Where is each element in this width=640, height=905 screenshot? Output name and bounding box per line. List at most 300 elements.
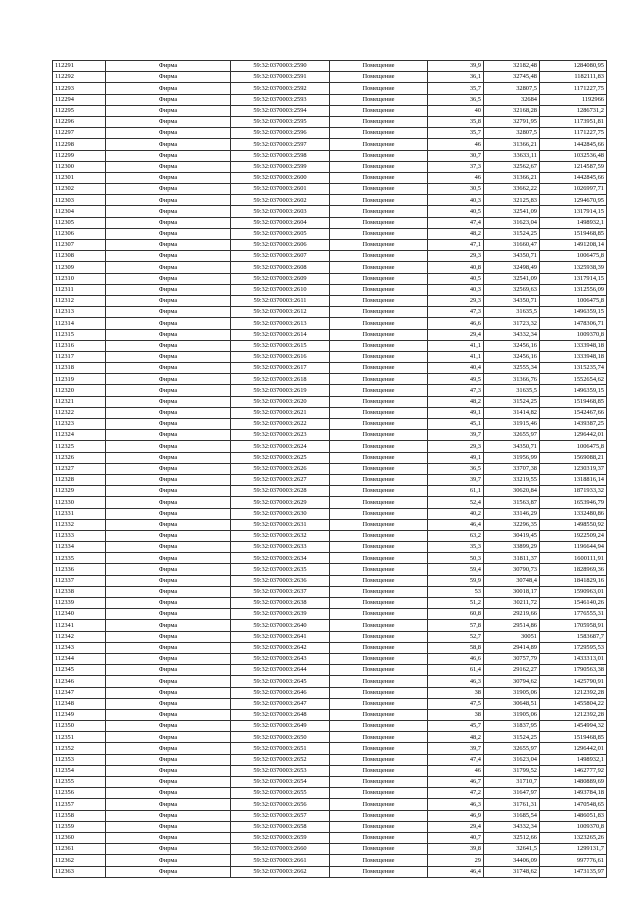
- record-number-cell: 112314: [53, 318, 106, 329]
- unit-price-cell: 33146,29: [484, 508, 540, 519]
- total-value-cell: 1871933,32: [540, 486, 607, 497]
- area-cell: 40,2: [428, 508, 484, 519]
- owner-cell: Фирма: [106, 788, 231, 799]
- record-number-cell: 112328: [53, 474, 106, 485]
- object-type-cell: Помещение: [330, 530, 428, 541]
- area-cell: 52,4: [428, 497, 484, 508]
- area-cell: 46,6: [428, 318, 484, 329]
- object-type-cell: Помещение: [330, 351, 428, 362]
- area-cell: 49,5: [428, 374, 484, 385]
- unit-price-cell: 32807,5: [484, 128, 540, 139]
- total-value-cell: 1296442,01: [540, 743, 607, 754]
- cadastral-number-cell: 59:32:0370003:2641: [231, 631, 330, 642]
- table-row: [53, 184, 607, 195]
- total-value-cell: 1455804,22: [540, 698, 607, 709]
- owner-cell: Фирма: [106, 553, 231, 564]
- total-value-cell: 1212392,28: [540, 687, 607, 698]
- record-number-cell: 112322: [53, 407, 106, 418]
- owner-cell: Фирма: [106, 665, 231, 676]
- owner-cell: Фирма: [106, 631, 231, 642]
- table-row: [53, 116, 607, 127]
- record-number-cell: 112349: [53, 709, 106, 720]
- total-value-cell: 1462777,92: [540, 765, 607, 776]
- cadastral-number-cell: 59:32:0370003:2650: [231, 732, 330, 743]
- record-number-cell: 112345: [53, 665, 106, 676]
- cadastral-number-cell: 59:32:0370003:2603: [231, 206, 330, 217]
- area-cell: 35,3: [428, 542, 484, 553]
- unit-price-cell: 32168,28: [484, 105, 540, 116]
- unit-price-cell: 31761,31: [484, 799, 540, 810]
- total-value-cell: 1315235,74: [540, 363, 607, 374]
- object-type-cell: Помещение: [330, 195, 428, 206]
- cadastral-number-cell: 59:32:0370003:2627: [231, 474, 330, 485]
- table-row: [53, 519, 607, 530]
- total-value-cell: 1332480,86: [540, 508, 607, 519]
- object-type-cell: Помещение: [330, 620, 428, 631]
- unit-price-cell: 30419,45: [484, 530, 540, 541]
- unit-price-cell: 33899,29: [484, 542, 540, 553]
- object-type-cell: Помещение: [330, 318, 428, 329]
- cadastral-number-cell: 59:32:0370003:2598: [231, 150, 330, 161]
- owner-cell: Фирма: [106, 430, 231, 441]
- owner-cell: Фирма: [106, 687, 231, 698]
- object-type-cell: Помещение: [330, 709, 428, 720]
- cadastral-number-cell: 59:32:0370003:2639: [231, 609, 330, 620]
- cadastral-number-cell: 59:32:0370003:2600: [231, 172, 330, 183]
- object-type-cell: Помещение: [330, 139, 428, 150]
- table-row: [53, 709, 607, 720]
- object-type-cell: Помещение: [330, 72, 428, 83]
- cadastral-number-cell: 59:32:0370003:2618: [231, 374, 330, 385]
- area-cell: 47,5: [428, 698, 484, 709]
- cadastral-number-cell: 59:32:0370003:2636: [231, 575, 330, 586]
- cadastral-number-cell: 59:32:0370003:2654: [231, 777, 330, 788]
- record-number-cell: 112324: [53, 430, 106, 441]
- owner-cell: Фирма: [106, 866, 231, 877]
- unit-price-cell: 31635,5: [484, 385, 540, 396]
- owner-cell: Фирма: [106, 486, 231, 497]
- area-cell: 52,7: [428, 631, 484, 642]
- table-row: [53, 754, 607, 765]
- unit-price-cell: 31660,47: [484, 240, 540, 251]
- area-cell: 60,8: [428, 609, 484, 620]
- cadastral-number-cell: 59:32:0370003:2624: [231, 441, 330, 452]
- total-value-cell: 1705958,91: [540, 620, 607, 631]
- record-number-cell: 112359: [53, 821, 106, 832]
- record-number-cell: 112295: [53, 105, 106, 116]
- area-cell: 46,3: [428, 799, 484, 810]
- cadastral-number-cell: 59:32:0370003:2616: [231, 351, 330, 362]
- object-type-cell: Помещение: [330, 586, 428, 597]
- table-row: [53, 810, 607, 821]
- record-number-cell: 112352: [53, 743, 106, 754]
- table-row: [53, 508, 607, 519]
- object-type-cell: Помещение: [330, 419, 428, 430]
- unit-price-cell: 32456,16: [484, 340, 540, 351]
- table-row: [53, 452, 607, 463]
- cadastral-number-cell: 59:32:0370003:2632: [231, 530, 330, 541]
- total-value-cell: 1171227,75: [540, 128, 607, 139]
- total-value-cell: 1032536,48: [540, 150, 607, 161]
- unit-price-cell: 30794,62: [484, 676, 540, 687]
- table-row: [53, 598, 607, 609]
- object-type-cell: Помещение: [330, 698, 428, 709]
- cadastral-number-cell: 59:32:0370003:2661: [231, 855, 330, 866]
- total-value-cell: 1519468,85: [540, 396, 607, 407]
- cadastral-number-cell: 59:32:0370003:2647: [231, 698, 330, 709]
- owner-cell: Фирма: [106, 172, 231, 183]
- object-type-cell: Помещение: [330, 295, 428, 306]
- table-row: [53, 329, 607, 340]
- unit-price-cell: 32655,97: [484, 743, 540, 754]
- total-value-cell: 1425790,91: [540, 676, 607, 687]
- object-type-cell: Помещение: [330, 61, 428, 72]
- area-cell: 36,5: [428, 463, 484, 474]
- owner-cell: Фирма: [106, 184, 231, 195]
- object-type-cell: Помещение: [330, 631, 428, 642]
- object-type-cell: Помещение: [330, 116, 428, 127]
- unit-price-cell: 31635,5: [484, 307, 540, 318]
- table-row: [53, 721, 607, 732]
- table-row: [53, 474, 607, 485]
- table-row: [53, 676, 607, 687]
- area-cell: 45,1: [428, 419, 484, 430]
- owner-cell: Фирма: [106, 419, 231, 430]
- cadastral-number-cell: 59:32:0370003:2631: [231, 519, 330, 530]
- object-type-cell: Помещение: [330, 676, 428, 687]
- table-row: [53, 295, 607, 306]
- unit-price-cell: 30211,72: [484, 598, 540, 609]
- total-value-cell: 1296442,01: [540, 430, 607, 441]
- owner-cell: Фирма: [106, 228, 231, 239]
- owner-cell: Фирма: [106, 709, 231, 720]
- cadastral-number-cell: 59:32:0370003:2662: [231, 866, 330, 877]
- property-table-body: [53, 61, 607, 878]
- table-row: [53, 564, 607, 575]
- owner-cell: Фирма: [106, 307, 231, 318]
- owner-cell: Фирма: [106, 586, 231, 597]
- cadastral-number-cell: 59:32:0370003:2658: [231, 821, 330, 832]
- unit-price-cell: 31811,37: [484, 553, 540, 564]
- area-cell: 47,2: [428, 788, 484, 799]
- object-type-cell: Помещение: [330, 329, 428, 340]
- record-number-cell: 112350: [53, 721, 106, 732]
- total-value-cell: 1294670,95: [540, 195, 607, 206]
- unit-price-cell: 29219,66: [484, 609, 540, 620]
- area-cell: 53: [428, 586, 484, 597]
- unit-price-cell: 31956,99: [484, 452, 540, 463]
- table-row: [53, 430, 607, 441]
- owner-cell: Фирма: [106, 295, 231, 306]
- area-cell: 48,2: [428, 732, 484, 743]
- table-row: [53, 497, 607, 508]
- owner-cell: Фирма: [106, 575, 231, 586]
- unit-price-cell: 32684: [484, 94, 540, 105]
- object-type-cell: Помещение: [330, 508, 428, 519]
- unit-price-cell: 31647,97: [484, 788, 540, 799]
- owner-cell: Фирма: [106, 273, 231, 284]
- total-value-cell: 1473135,97: [540, 866, 607, 877]
- owner-cell: Фирма: [106, 777, 231, 788]
- unit-price-cell: 32807,5: [484, 83, 540, 94]
- object-type-cell: Помещение: [330, 307, 428, 318]
- object-type-cell: Помещение: [330, 262, 428, 273]
- cadastral-number-cell: 59:32:0370003:2623: [231, 430, 330, 441]
- total-value-cell: 1026997,71: [540, 184, 607, 195]
- total-value-cell: 1442845,66: [540, 139, 607, 150]
- area-cell: 46: [428, 765, 484, 776]
- area-cell: 35,7: [428, 128, 484, 139]
- object-type-cell: Помещение: [330, 866, 428, 877]
- cadastral-number-cell: 59:32:0370003:2655: [231, 788, 330, 799]
- area-cell: 40,5: [428, 273, 484, 284]
- record-number-cell: 112355: [53, 777, 106, 788]
- record-number-cell: 112293: [53, 83, 106, 94]
- area-cell: 39,7: [428, 743, 484, 754]
- owner-cell: Фирма: [106, 385, 231, 396]
- area-cell: 40: [428, 105, 484, 116]
- owner-cell: Фирма: [106, 463, 231, 474]
- total-value-cell: 1552654,62: [540, 374, 607, 385]
- cadastral-number-cell: 59:32:0370003:2645: [231, 676, 330, 687]
- record-number-cell: 112335: [53, 553, 106, 564]
- table-row: [53, 251, 607, 262]
- area-cell: 39,7: [428, 430, 484, 441]
- area-cell: 41,1: [428, 351, 484, 362]
- area-cell: 29,3: [428, 251, 484, 262]
- owner-cell: Фирма: [106, 217, 231, 228]
- owner-cell: Фирма: [106, 139, 231, 150]
- table-row: [53, 396, 607, 407]
- object-type-cell: Помещение: [330, 161, 428, 172]
- table-row: [53, 206, 607, 217]
- record-number-cell: 112331: [53, 508, 106, 519]
- table-row: [53, 385, 607, 396]
- area-cell: 61,4: [428, 665, 484, 676]
- area-cell: 40,8: [428, 262, 484, 273]
- object-type-cell: Помещение: [330, 810, 428, 821]
- object-type-cell: Помещение: [330, 150, 428, 161]
- unit-price-cell: 34332,34: [484, 821, 540, 832]
- unit-price-cell: 31837,95: [484, 721, 540, 732]
- area-cell: 39,8: [428, 844, 484, 855]
- cadastral-number-cell: 59:32:0370003:2605: [231, 228, 330, 239]
- owner-cell: Фирма: [106, 262, 231, 273]
- record-number-cell: 112362: [53, 855, 106, 866]
- unit-price-cell: 32182,48: [484, 61, 540, 72]
- record-number-cell: 112329: [53, 486, 106, 497]
- cadastral-number-cell: 59:32:0370003:2599: [231, 161, 330, 172]
- record-number-cell: 112316: [53, 340, 106, 351]
- total-value-cell: 1317914,15: [540, 206, 607, 217]
- cadastral-number-cell: 59:32:0370003:2590: [231, 61, 330, 72]
- table-row: [53, 318, 607, 329]
- cadastral-number-cell: 59:32:0370003:2659: [231, 832, 330, 843]
- record-number-cell: 112332: [53, 519, 106, 530]
- record-number-cell: 112363: [53, 866, 106, 877]
- object-type-cell: Помещение: [330, 486, 428, 497]
- unit-price-cell: 32555,34: [484, 363, 540, 374]
- owner-cell: Фирма: [106, 161, 231, 172]
- unit-price-cell: 31799,52: [484, 765, 540, 776]
- object-type-cell: Помещение: [330, 240, 428, 251]
- table-row: [53, 642, 607, 653]
- total-value-cell: 1583687,7: [540, 631, 607, 642]
- unit-price-cell: 29162,27: [484, 665, 540, 676]
- table-row: [53, 195, 607, 206]
- unit-price-cell: 32296,35: [484, 519, 540, 530]
- area-cell: 63,2: [428, 530, 484, 541]
- object-type-cell: Помещение: [330, 273, 428, 284]
- area-cell: 46,3: [428, 676, 484, 687]
- unit-price-cell: 32456,16: [484, 351, 540, 362]
- cadastral-number-cell: 59:32:0370003:2640: [231, 620, 330, 631]
- record-number-cell: 112338: [53, 586, 106, 597]
- record-number-cell: 112360: [53, 832, 106, 843]
- total-value-cell: 1478306,71: [540, 318, 607, 329]
- cadastral-number-cell: 59:32:0370003:2601: [231, 184, 330, 195]
- cadastral-number-cell: 59:32:0370003:2592: [231, 83, 330, 94]
- object-type-cell: Помещение: [330, 228, 428, 239]
- cadastral-number-cell: 59:32:0370003:2606: [231, 240, 330, 251]
- record-number-cell: 112321: [53, 396, 106, 407]
- record-number-cell: 112307: [53, 240, 106, 251]
- table-row: [53, 821, 607, 832]
- cadastral-number-cell: 59:32:0370003:2633: [231, 542, 330, 553]
- table-row: [53, 161, 607, 172]
- owner-cell: Фирма: [106, 620, 231, 631]
- object-type-cell: Помещение: [330, 598, 428, 609]
- record-number-cell: 112306: [53, 228, 106, 239]
- object-type-cell: Помещение: [330, 799, 428, 810]
- total-value-cell: 1009370,8: [540, 329, 607, 340]
- area-cell: 59,4: [428, 564, 484, 575]
- table-row: [53, 732, 607, 743]
- object-type-cell: Помещение: [330, 732, 428, 743]
- owner-cell: Фирма: [106, 474, 231, 485]
- unit-price-cell: 29514,86: [484, 620, 540, 631]
- record-number-cell: 112337: [53, 575, 106, 586]
- table-row: [53, 765, 607, 776]
- record-number-cell: 112310: [53, 273, 106, 284]
- area-cell: 57,8: [428, 620, 484, 631]
- total-value-cell: 1776555,31: [540, 609, 607, 620]
- owner-cell: Фирма: [106, 195, 231, 206]
- object-type-cell: Помещение: [330, 172, 428, 183]
- record-number-cell: 112312: [53, 295, 106, 306]
- unit-price-cell: 34350,71: [484, 251, 540, 262]
- total-value-cell: 1498932,1: [540, 217, 607, 228]
- unit-price-cell: 31524,25: [484, 732, 540, 743]
- property-table: [52, 60, 607, 878]
- cadastral-number-cell: 59:32:0370003:2604: [231, 217, 330, 228]
- owner-cell: Фирма: [106, 396, 231, 407]
- unit-price-cell: 32569,63: [484, 284, 540, 295]
- owner-cell: Фирма: [106, 642, 231, 653]
- total-value-cell: 997776,61: [540, 855, 607, 866]
- owner-cell: Фирма: [106, 508, 231, 519]
- area-cell: 40,3: [428, 195, 484, 206]
- area-cell: 49,1: [428, 452, 484, 463]
- table-row: [53, 855, 607, 866]
- object-type-cell: Помещение: [330, 542, 428, 553]
- area-cell: 38: [428, 687, 484, 698]
- table-row: [53, 363, 607, 374]
- owner-cell: Фирма: [106, 340, 231, 351]
- object-type-cell: Помещение: [330, 83, 428, 94]
- cadastral-number-cell: 59:32:0370003:2625: [231, 452, 330, 463]
- total-value-cell: 1480889,69: [540, 777, 607, 788]
- owner-cell: Фирма: [106, 497, 231, 508]
- total-value-cell: 1470548,65: [540, 799, 607, 810]
- total-value-cell: 1009370,8: [540, 821, 607, 832]
- unit-price-cell: 31366,76: [484, 374, 540, 385]
- total-value-cell: 1006475,8: [540, 441, 607, 452]
- owner-cell: Фирма: [106, 72, 231, 83]
- area-cell: 46,9: [428, 810, 484, 821]
- record-number-cell: 112315: [53, 329, 106, 340]
- record-number-cell: 112318: [53, 363, 106, 374]
- table-row: [53, 698, 607, 709]
- owner-cell: Фирма: [106, 150, 231, 161]
- object-type-cell: Помещение: [330, 407, 428, 418]
- table-row: [53, 61, 607, 72]
- table-row: [53, 307, 607, 318]
- object-type-cell: Помещение: [330, 832, 428, 843]
- owner-cell: Фирма: [106, 754, 231, 765]
- record-number-cell: 112299: [53, 150, 106, 161]
- cadastral-number-cell: 59:32:0370003:2635: [231, 564, 330, 575]
- unit-price-cell: 33219,55: [484, 474, 540, 485]
- object-type-cell: Помещение: [330, 128, 428, 139]
- area-cell: 40,5: [428, 206, 484, 217]
- table-row: [53, 105, 607, 116]
- cadastral-number-cell: 59:32:0370003:2648: [231, 709, 330, 720]
- record-number-cell: 112320: [53, 385, 106, 396]
- area-cell: 39,9: [428, 61, 484, 72]
- owner-cell: Фирма: [106, 105, 231, 116]
- object-type-cell: Помещение: [330, 609, 428, 620]
- owner-cell: Фирма: [106, 598, 231, 609]
- unit-price-cell: 32512,66: [484, 832, 540, 843]
- area-cell: 30,5: [428, 184, 484, 195]
- cadastral-number-cell: 59:32:0370003:2617: [231, 363, 330, 374]
- area-cell: 46,4: [428, 519, 484, 530]
- unit-price-cell: 34332,34: [484, 329, 540, 340]
- cadastral-number-cell: 59:32:0370003:2620: [231, 396, 330, 407]
- area-cell: 29,4: [428, 329, 484, 340]
- total-value-cell: 1171227,75: [540, 83, 607, 94]
- record-number-cell: 112291: [53, 61, 106, 72]
- owner-cell: Фирма: [106, 721, 231, 732]
- total-value-cell: 1519468,85: [540, 732, 607, 743]
- table-row: [53, 139, 607, 150]
- unit-price-cell: 31905,06: [484, 709, 540, 720]
- table-row: [53, 553, 607, 564]
- total-value-cell: 1569088,21: [540, 452, 607, 463]
- area-cell: 36,5: [428, 94, 484, 105]
- table-row: [53, 743, 607, 754]
- total-value-cell: 1182111,83: [540, 72, 607, 83]
- owner-cell: Фирма: [106, 821, 231, 832]
- record-number-cell: 112361: [53, 844, 106, 855]
- area-cell: 35,8: [428, 116, 484, 127]
- cadastral-number-cell: 59:32:0370003:2613: [231, 318, 330, 329]
- owner-cell: Фирма: [106, 61, 231, 72]
- total-value-cell: 1284080,95: [540, 61, 607, 72]
- cadastral-number-cell: 59:32:0370003:2629: [231, 497, 330, 508]
- object-type-cell: Помещение: [330, 743, 428, 754]
